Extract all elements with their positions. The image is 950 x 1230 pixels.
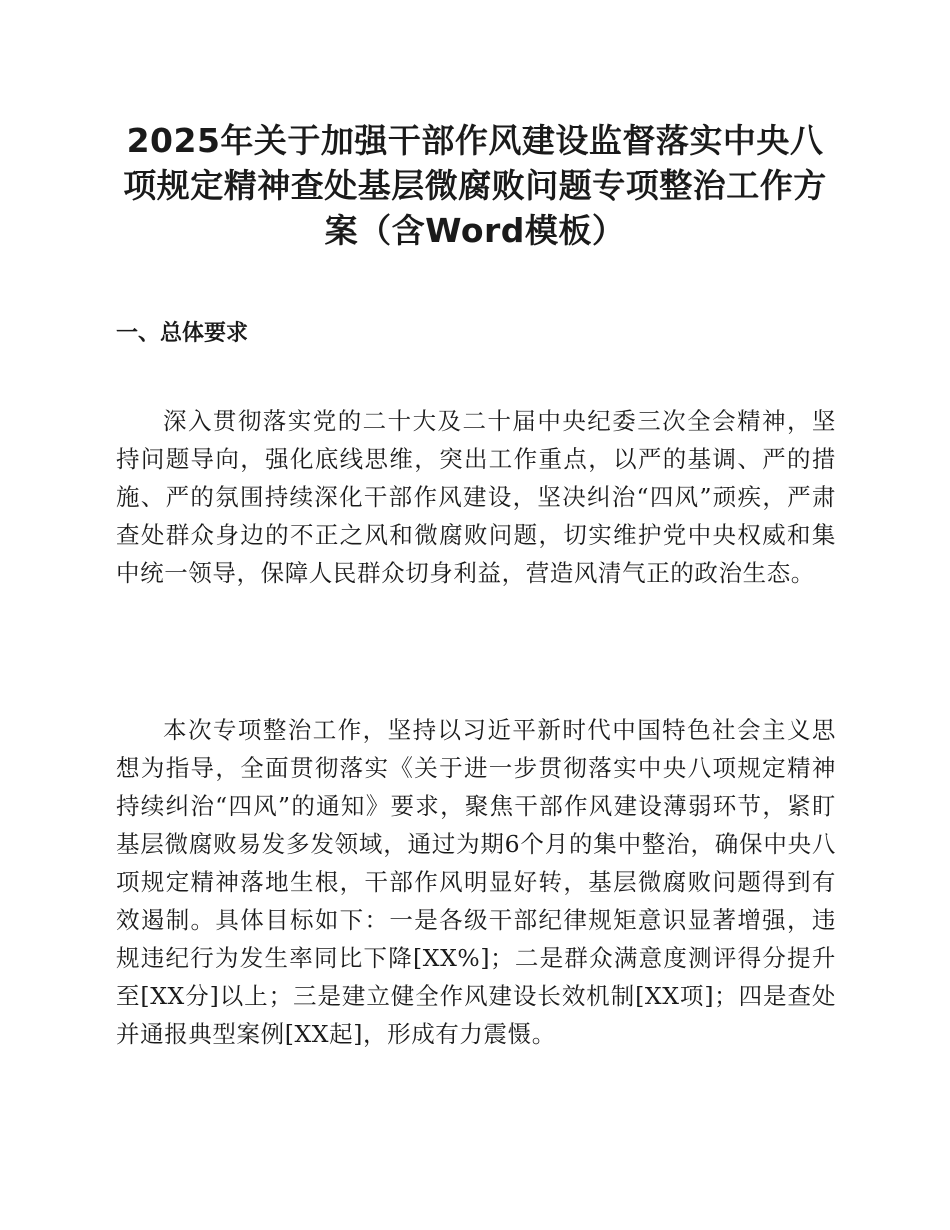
body-paragraph: 本次专项整治工作，坚持以习近平新时代中国特色社会主义思想为指导，全面贯彻落实《关于进一步贯彻落实中央八项规定精神持续纠治“四风”的通知》要求，聚焦干部作风建设薄弱环节，紧盯基层微腐败易发多发领域，通过为期6个月的集中整治，确保中央八项规定精神落地生根，干部作风明显好转，基层微腐败问题得到有效遏制。具体目标如下：一是各级干部纪律规矩意识显著增强，违规违纪行为发生率同比下降[XX%]；二是群众满意度测评得分提升至[XX分]以上；三是建立健全作风建设长效机制[XX项]；四是查处并通报典型案例[XX起]，形成有力震慑。	[116, 716, 836, 1048]
body-paragraph: 深入贯彻落实党的二十大及二十届中央纪委三次全会精神，坚持问题导向，强化底线思维，突出工作重点，以严的基调、严的措施、严的氛围持续深化干部作风建设，坚决纠治“四风”顽疾，严肃查处群众身边的不正之风和微腐败问题，切实维护党中央权威和集中统一领导，保障人民群众切身利益，营造风清气正的政治生态。	[116, 407, 836, 587]
section-heading: 一、总体要求	[116, 321, 249, 346]
document-title: 2025年关于加强干部作风建设监督落实中央八项规定精神查处基层微腐败问题专项整治工作方案（含Word模板）	[123, 121, 827, 250]
